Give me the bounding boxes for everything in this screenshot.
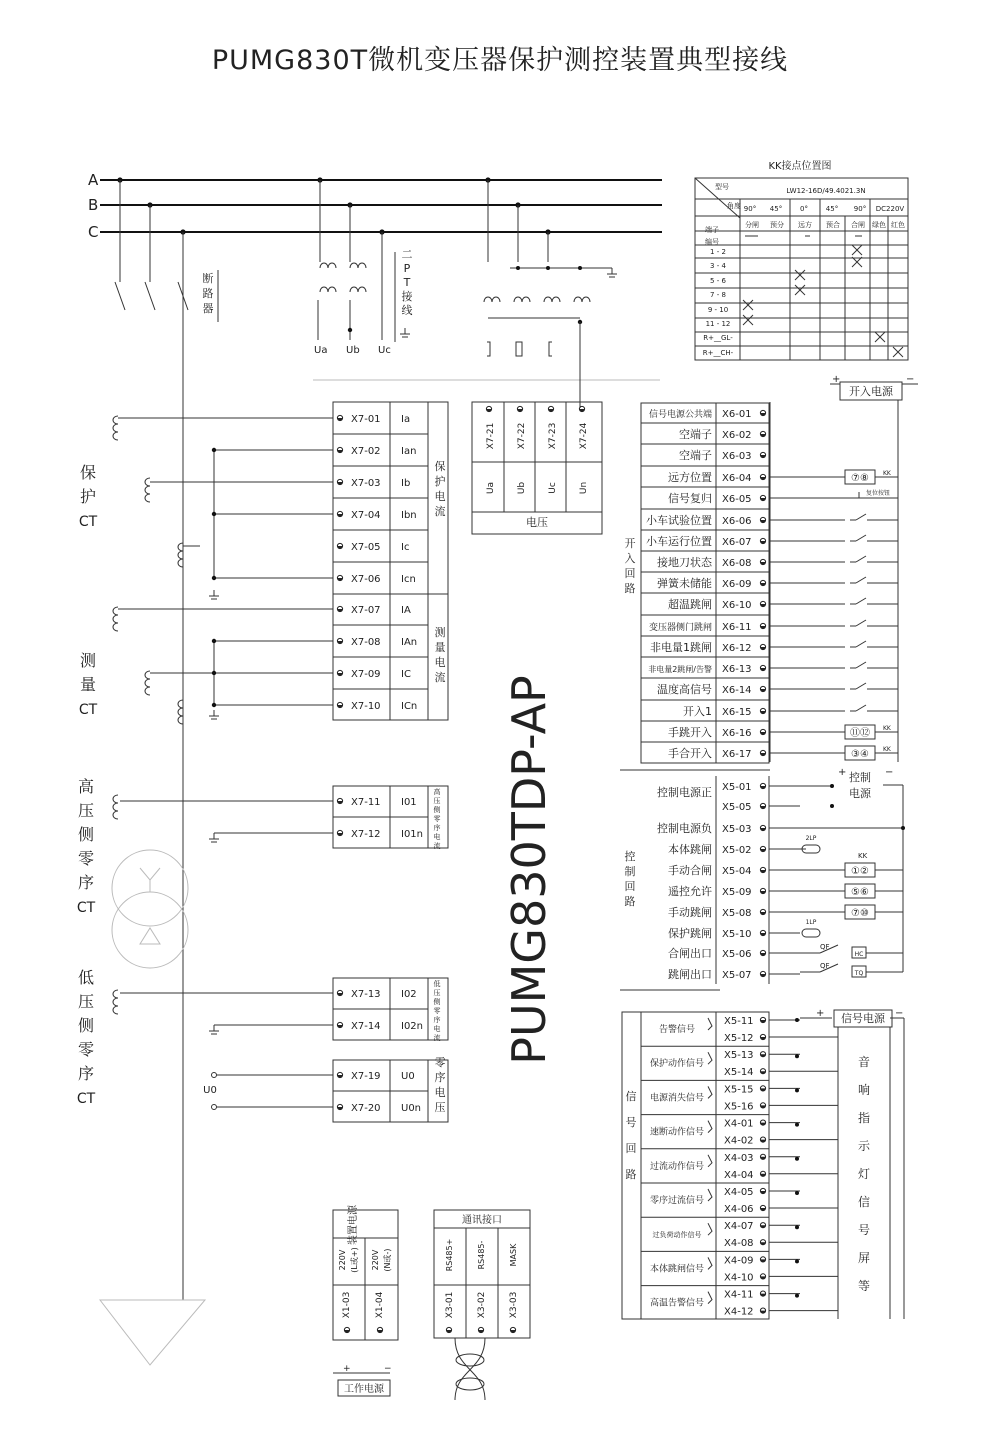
power-in-plus: +	[832, 374, 841, 385]
x6-term-x6-13: X6-13	[722, 664, 752, 675]
kk-contact-ctrl-2: ⑦⑩	[851, 908, 869, 919]
kk-pos-0: 分闸	[745, 221, 759, 229]
sig-loop-label: 信号回路	[625, 1090, 637, 1181]
x5-term-x5-10: X5-10	[722, 929, 752, 940]
dp-term-1: X1-04	[375, 1291, 385, 1319]
sig-term-x5-14: X5-14	[724, 1067, 754, 1079]
work-minus: −	[384, 1364, 392, 1374]
x6-contact-7	[856, 556, 866, 562]
work-power-label: 工作电源	[344, 1384, 384, 1395]
sig-dot	[795, 1259, 799, 1263]
comm-name-0: RS485+	[445, 1238, 454, 1272]
sig-term-x4-09: X4-09	[724, 1255, 754, 1267]
kk-pos-1: 预分	[770, 221, 784, 229]
kk-terminal-label-2: 编号	[705, 238, 719, 246]
x6-contact-5	[856, 514, 866, 520]
kk-contact-in-1: ⑪⑫	[850, 728, 870, 739]
kk-title: KK接点位置图	[768, 161, 832, 172]
sig-label-7: 本体跳闸信号	[649, 1264, 705, 1275]
sig-dot	[795, 1225, 799, 1229]
pt-coil-3	[320, 287, 336, 292]
voltage-term-0: X7-21	[486, 422, 496, 450]
sig-dot	[795, 1123, 799, 1127]
kk-contact-in-0: ⑦⑧	[851, 473, 869, 484]
x6-term-x6-09: X6-09	[722, 579, 752, 590]
x7-signal-6: IA	[401, 605, 411, 616]
x6-label-11: 非电量1跳闸	[650, 641, 712, 654]
qf-label-1: QF	[820, 962, 830, 970]
x6-contact-8	[856, 577, 866, 583]
x7-signal-8: IC	[401, 669, 411, 680]
transformer-lv	[112, 892, 188, 968]
x6-term-x6-11: X6-11	[722, 622, 752, 633]
sig-term-x4-06: X4-06	[724, 1204, 754, 1215]
voltage-sig-1: Ub	[517, 481, 527, 495]
kk-pos-5: 绿色	[872, 221, 886, 229]
device-power-title: 装置电源	[348, 1205, 359, 1245]
ct-star-dot	[212, 703, 216, 707]
x5-label-8: 合闸出口	[668, 947, 712, 960]
x7-term-x7-04: X7-04	[351, 510, 381, 521]
x5-label-5: 遥控允许	[668, 885, 712, 898]
x7-term-x7-12: X7-12	[351, 829, 381, 840]
dp-pol-0: (L或+)	[350, 1247, 359, 1273]
ct-group-label-0: 保护	[79, 463, 97, 506]
diagram-title: PUMG830T微机变压器保护测控装置典型接线	[211, 45, 789, 76]
dp-volt-0: 220V	[338, 1249, 347, 1271]
bus-label-a: A	[88, 171, 99, 189]
ct-star-dot	[212, 639, 216, 643]
sig-term-x4-05: X4-05	[724, 1187, 754, 1198]
x7-term-x7-02: X7-02	[351, 446, 381, 457]
ct-coil-1	[145, 478, 150, 502]
kk-angle-2: 0°	[800, 205, 808, 213]
x7-signal-9: ICn	[401, 701, 418, 712]
u0-label: U0	[203, 1085, 217, 1096]
x7-signal-11: I01n	[401, 829, 424, 840]
x5-term-x5-03: X5-03	[722, 824, 752, 835]
x5-label-2: 控制电源负	[657, 822, 712, 835]
sig-term-x4-10: X4-10	[724, 1272, 754, 1284]
x7-signal-7: IAn	[401, 637, 418, 648]
kk-pos-3: 预合	[826, 221, 840, 229]
sig-dot	[795, 1191, 799, 1195]
pt2-coil-0	[484, 297, 500, 302]
pt2-node-0	[516, 266, 520, 270]
ct-group-ct-2: CT	[76, 900, 96, 916]
x7-signal-0: Ia	[401, 414, 411, 425]
comm-term-1: X3-02	[477, 1291, 487, 1319]
kk-pos-2: 远方	[798, 221, 812, 229]
sig-term-x4-01: X4-01	[724, 1118, 754, 1130]
comm-name-1: RS485-	[477, 1240, 486, 1270]
sig-label-2: 电源消失信号	[649, 1093, 705, 1104]
plate-1lp-label: 1LP	[805, 919, 817, 926]
sig-label-3: 速断动作信号	[649, 1127, 705, 1138]
pt-coil-4	[350, 287, 366, 292]
kk-angle-3: 45°	[825, 205, 839, 213]
kk-row-5: 11 - 12	[705, 320, 731, 328]
x5-term-x5-04: X5-04	[722, 866, 752, 877]
ct-star-dot	[212, 512, 216, 516]
x7-term-x7-05: X7-05	[351, 542, 381, 553]
voltage-term-1: X7-22	[517, 422, 527, 450]
x6-term-x6-10: X6-10	[722, 600, 752, 611]
x6-term-x6-06: X6-06	[722, 516, 752, 527]
x6-label-10: 变压器侧门跳闸	[648, 623, 712, 633]
breaker-label: 断路器	[202, 272, 214, 315]
pt-output-ub: Ub	[346, 345, 360, 356]
pt2-coil-2	[544, 297, 560, 302]
kk-row-7: R+__CH-	[702, 349, 734, 357]
sig-contact	[708, 1223, 712, 1235]
x6-term-x6-08: X6-08	[722, 558, 752, 569]
kk-tag: KK	[883, 746, 891, 753]
sig-contact	[708, 1189, 712, 1201]
work-plus: +	[343, 1364, 351, 1374]
ct-group-label-1: 测量	[79, 651, 97, 694]
dp-term-0: X1-03	[342, 1291, 352, 1319]
x5-term-x5-09: X5-09	[722, 887, 752, 898]
kk-angle-1: 45°	[769, 205, 783, 213]
sig-term-x5-11: X5-11	[724, 1016, 754, 1027]
kk-pos-4: 合闸	[851, 221, 865, 229]
sig-minus: −	[895, 1008, 904, 1019]
sig-term-x4-11: X4-11	[724, 1289, 754, 1301]
kk-pos-6: 红色	[891, 221, 905, 229]
pt-output-uc: Uc	[378, 345, 391, 356]
sig-contact	[708, 1052, 712, 1064]
kk-tag: KK	[883, 470, 891, 477]
kk-terminal-label-1: 端子	[705, 226, 719, 234]
pt-label: 二 P T 接线	[401, 248, 413, 317]
comm-title: 通讯接口	[462, 1215, 502, 1226]
sig-term-x4-03: X4-03	[724, 1152, 754, 1164]
x6-term-x6-05: X6-05	[722, 494, 752, 505]
sig-contact	[708, 1155, 712, 1167]
bus-label-b: B	[88, 196, 99, 214]
pt-coil-2	[350, 263, 366, 268]
x5-label-7: 保护跳闸	[668, 927, 712, 940]
indicator-label: 音响指示灯信号屏等	[857, 1055, 871, 1293]
sig-label-4: 过流动作信号	[649, 1161, 705, 1172]
ctrl-power-label-2: 电源	[849, 787, 871, 800]
sig-label-1: 保护动作信号	[649, 1059, 705, 1070]
kk-tag: KK	[883, 725, 891, 732]
kk-model: LW12-16D/49.4021.3N	[786, 187, 866, 195]
x6-label-3: 远方位置	[668, 471, 712, 484]
x5-label-3: 本体跳闸	[668, 843, 712, 856]
transformer-delta	[140, 928, 160, 944]
x7-term-x7-19: X7-19	[351, 1071, 381, 1082]
twist-2	[456, 1378, 484, 1390]
kk-row-3: 7 - 8	[710, 291, 726, 299]
kk-contact-in-2: ③④	[851, 749, 869, 760]
x6-term-x6-02: X6-02	[722, 430, 752, 441]
dp-pol-1: (N或-)	[383, 1248, 392, 1272]
sig-label-8: 高温告警信号	[649, 1298, 705, 1309]
x5-label-6: 手动跳闸	[668, 906, 712, 919]
voltage-sig-2: Uc	[548, 482, 558, 494]
kk-row-2: 5 - 6	[710, 277, 726, 285]
ct-group-ct-1: CT	[78, 702, 98, 718]
x7-term-x7-08: X7-08	[351, 637, 381, 648]
ct-group-ct-3: CT	[76, 1091, 96, 1107]
u0-terminal	[212, 1073, 217, 1078]
sig-term-x5-15: X5-15	[724, 1084, 754, 1096]
voltage-sig-0: Ua	[486, 481, 496, 495]
x7-signal-4: Ic	[401, 542, 410, 553]
sig-term-x4-04: X4-04	[724, 1169, 754, 1181]
power-in-label: 开入电源	[849, 385, 893, 398]
qf-label-0: QF	[820, 943, 830, 951]
x6-contact-10	[856, 620, 866, 626]
x5-term-x5-05: X5-05	[722, 802, 752, 813]
ct-coil-0	[113, 416, 118, 440]
x7-group-label-2: 高压侧零序电流	[433, 788, 441, 850]
x7-signal-12: I02	[401, 989, 417, 1000]
dp-volt-1: 220V	[371, 1249, 380, 1271]
kk-row-1: 3 - 4	[710, 262, 726, 270]
x6-label-12: 非电量2跳闸/告警	[648, 665, 712, 674]
x6-label-6: 小车运行位置	[646, 535, 712, 548]
comm-name-2: MASK	[509, 1243, 518, 1267]
x6-term-x6-01: X6-01	[722, 409, 752, 420]
ct-group-label-2: 高压侧零序	[77, 777, 95, 892]
x7-term-x7-09: X7-09	[351, 669, 381, 680]
sig-contact	[708, 1018, 712, 1030]
kk-model-label: 型号	[715, 183, 729, 191]
x6-label-2: 空端子	[679, 449, 712, 462]
sig-dot	[795, 1088, 799, 1092]
ct-coil-2	[178, 543, 183, 567]
pt2-bracket-2	[516, 342, 522, 356]
voltage-block	[472, 402, 602, 534]
twist-1	[456, 1354, 484, 1366]
x5-dot	[901, 826, 905, 830]
voltage-label: 电压	[526, 516, 548, 529]
ct-coil-6	[113, 795, 118, 819]
sig-label-5: 零序过流信号	[649, 1196, 705, 1206]
x5-term-x5-06: X5-06	[722, 949, 752, 960]
x6-contact-11	[856, 641, 866, 647]
x7-term-x7-01: X7-01	[351, 414, 381, 425]
sig-contact	[708, 1292, 712, 1304]
x5-term-x5-07: X5-07	[722, 970, 752, 981]
sig-plus: +	[816, 1008, 825, 1019]
x6-term-x6-17: X6-17	[722, 749, 752, 760]
kk-row-6: R+__GL-	[703, 334, 733, 342]
x5-dot	[830, 804, 834, 808]
x6-contact-9	[856, 598, 866, 604]
x7-group-label-4: 零序电压	[434, 1056, 446, 1114]
pt2-coil-1	[514, 297, 530, 302]
x5-term-x5-02: X5-02	[722, 845, 752, 856]
x7-signal-10: I01	[401, 797, 417, 808]
x7-signal-2: Ib	[401, 478, 411, 489]
x7-term-x7-03: X7-03	[351, 478, 381, 489]
kk-contact-ctrl-1: ⑤⑥	[851, 887, 869, 898]
sig-contact	[708, 1086, 712, 1098]
ct-star-dot	[212, 448, 216, 452]
sig-dot	[795, 1054, 799, 1058]
x7-term-x7-14: X7-14	[351, 1021, 381, 1032]
x6-label-0: 信号电源公共端	[648, 410, 712, 420]
x7-signal-3: Ibn	[401, 510, 417, 521]
x6-label-16: 手合开入	[668, 747, 712, 760]
x7-signal-14: U0	[401, 1071, 415, 1082]
sig-contact	[708, 1257, 712, 1269]
ctrl-loop-label: 控制回路	[624, 850, 636, 908]
x7-group-label-1: 测量电流	[434, 626, 446, 684]
u0n-terminal	[212, 1105, 217, 1110]
x6-term-x6-14: X6-14	[722, 685, 752, 696]
sig-term-x5-12: X5-12	[724, 1033, 754, 1044]
coil-label-0: HC	[854, 951, 864, 958]
x5-term-x5-01: X5-01	[722, 782, 752, 793]
ct-coil-7	[113, 990, 118, 1014]
x7-group-label-0: 保护电流	[434, 460, 446, 518]
kk-row-0: 1 - 2	[710, 248, 726, 256]
sig-dot	[795, 1018, 799, 1022]
comm-term-2: X3-03	[509, 1291, 519, 1319]
x7-signal-1: Ian	[401, 446, 417, 457]
x6-term-x6-03: X6-03	[722, 451, 752, 462]
voltage-term-2: X7-23	[548, 422, 558, 450]
x6-term-x6-16: X6-16	[722, 728, 752, 739]
breaker-blade-a	[115, 282, 125, 310]
pt2-bracket-3	[549, 342, 552, 356]
ct-star-dot	[212, 671, 216, 675]
x6-label-8: 弹簧未储能	[657, 577, 712, 590]
reset-button-label: 复位按钮	[866, 490, 891, 497]
x6-term-x6-04: X6-04	[722, 473, 752, 484]
x7-term-x7-11: X7-11	[351, 797, 381, 808]
x6-label-9: 超温跳闸	[668, 598, 712, 611]
x7-term-x7-06: X7-06	[351, 574, 381, 585]
x6-label-1: 空端子	[679, 428, 712, 441]
x6-term-x6-12: X6-12	[722, 643, 752, 654]
x7-signal-15: U0n	[401, 1103, 422, 1114]
kk-angle-0: 90°	[743, 205, 757, 213]
pt2-coil-3	[574, 297, 590, 302]
x6-label-15: 手跳开入	[668, 726, 712, 739]
kk-angle-label: 角度	[727, 202, 741, 210]
x6-label-13: 温度高信号	[657, 683, 712, 696]
sig-term-x4-02: X4-02	[724, 1135, 754, 1147]
sig-term-x5-16: X5-16	[724, 1101, 754, 1113]
x6-term-x6-07: X6-07	[722, 537, 752, 548]
kk-contact-ctrl-0: ①②	[851, 866, 869, 877]
x6-label-4: 信号复归	[668, 492, 712, 505]
kk-angle-5: DC220V	[875, 205, 905, 213]
sig-term-x5-13: X5-13	[724, 1050, 754, 1062]
x6-contact-6	[856, 535, 866, 541]
voltage-sig-3: Un	[579, 481, 589, 495]
sig-label-6: 过负荷动作信号	[652, 1231, 702, 1240]
x5-dot	[830, 784, 834, 788]
x7-term-x7-20: X7-20	[351, 1103, 381, 1114]
pt2-node-2	[578, 266, 582, 270]
device-model: PUMG830TDP-AP	[502, 675, 556, 1065]
transformer-y	[140, 868, 160, 892]
ground-triangle	[100, 1300, 205, 1365]
x6-term-x6-15: X6-15	[722, 707, 752, 718]
x6-label-5: 小车试验位置	[646, 514, 712, 527]
sig-label-0: 告警信号	[658, 1025, 696, 1035]
x7-group-label-3: 低压侧零序电流	[433, 980, 441, 1042]
x5-label-0: 控制电源正	[657, 786, 712, 799]
ctrl-plus: +	[838, 767, 847, 778]
x5-label-4: 手动合闸	[668, 864, 712, 877]
x6-contact-13	[856, 683, 866, 689]
x6-contact-12	[856, 662, 866, 668]
x7-term-x7-10: X7-10	[351, 701, 381, 712]
ctrl-minus: −	[885, 767, 894, 778]
ct-star-dot	[212, 576, 216, 580]
pt2-node-1	[546, 266, 550, 270]
rs485-twisted-pair	[455, 1338, 485, 1400]
x7-signal-5: Icn	[401, 574, 416, 585]
pt-neutral	[348, 328, 352, 332]
x7-signal-13: I02n	[401, 1021, 424, 1032]
power-in-minus: −	[906, 374, 915, 385]
kk-angle-4: 90°	[853, 205, 867, 213]
pt-output-ua: Ua	[314, 345, 328, 356]
pt-coil-1	[320, 263, 336, 268]
sig-term-x4-12: X4-12	[724, 1306, 754, 1318]
bus-label-c: C	[88, 223, 99, 241]
ct-group-label-3: 低压侧零序	[77, 968, 95, 1083]
x6-contact-14	[856, 705, 866, 711]
breaker-blade-b	[145, 282, 155, 310]
plate-1lp	[802, 929, 820, 937]
kairu-label: 开入回路	[624, 537, 636, 595]
kk-row-4: 9 - 10	[707, 306, 729, 314]
plate-2lp-label: 2LP	[805, 835, 817, 842]
sig-power-label: 信号电源	[841, 1012, 885, 1025]
ct-coil-4	[145, 671, 150, 695]
pt2-bracket-1	[487, 342, 490, 356]
sig-dot	[795, 1294, 799, 1298]
comm-term-0: X3-01	[445, 1291, 455, 1319]
ct-coil-3	[113, 607, 118, 631]
x7-term-x7-07: X7-07	[351, 605, 381, 616]
voltage-term-3: X7-24	[579, 422, 589, 450]
ct-coil-5	[178, 700, 183, 724]
ct-group-ct-0: CT	[78, 514, 98, 530]
x6-label-7: 接地刀状态	[657, 556, 712, 569]
kk-ctrl-tag: KK	[858, 852, 868, 860]
x5-term-x5-08: X5-08	[722, 908, 752, 919]
ctrl-power-label-1: 控制	[849, 771, 871, 784]
coil-label-1: TQ	[854, 970, 864, 977]
x5-label-9: 跳闸出口	[668, 968, 712, 981]
x7-term-x7-13: X7-13	[351, 989, 381, 1000]
x6-label-14: 开入1	[683, 705, 712, 718]
sig-term-x4-08: X4-08	[724, 1238, 754, 1250]
sig-term-x4-07: X4-07	[724, 1221, 754, 1233]
sig-dot	[795, 1157, 799, 1161]
sig-contact	[708, 1121, 712, 1133]
